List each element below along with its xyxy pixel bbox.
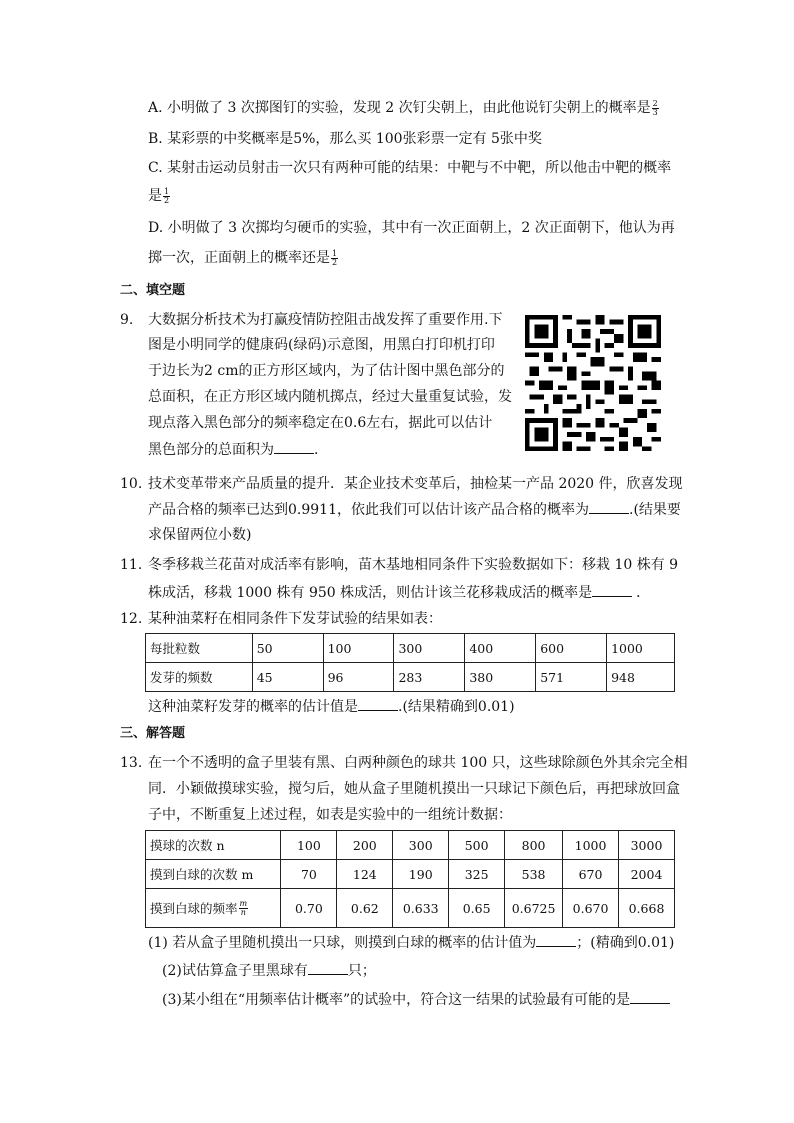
table-cell: 300 (394, 634, 465, 663)
q11-line: 冬季移栽兰花苗对成活率有影响，苗木基地相同条件下实验数据如下：移栽 10 株有 9 (148, 557, 679, 573)
q9-line: 于边长为2 cm的正方形区域内，为了估计图中黑色部分的 (148, 363, 505, 379)
question-number: 12. (120, 611, 143, 627)
q13-sub2: (2)试估算盒子里黑球有 只； (162, 963, 376, 979)
q9-line: 图是小明同学的健康码(绿码)示意图，用黑白打印机打印 (148, 337, 495, 353)
q13-line: 在一个不透明的盒子里装有黑、白两种颜色的球共 100 只，这些球除颜色外其余完全相 (148, 755, 688, 771)
question-number: 11. (120, 557, 143, 573)
answer-blank (630, 990, 670, 1004)
q12-intro: 某种油菜籽在相同条件下发芽试验的结果如表： (148, 611, 442, 627)
section-heading-solutions: 三、解答题 (120, 726, 186, 741)
q11-line: 株成活，移栽 1000 株有 950 株成活，则估计该兰花移栽成活的概率是 ． (148, 585, 651, 601)
table-cell: 400 (465, 634, 536, 663)
table-cell: 948 (607, 663, 675, 692)
table-row-header: 摸球的次数 n (146, 831, 281, 860)
table-cell: 200 (337, 831, 393, 860)
q10-line: 技术变革带来产品质量的提升．某企业技术变革后，抽检某一产品 2020 件，欣喜发现 (148, 476, 683, 492)
table-cell: 500 (449, 831, 505, 860)
table-cell: 100 (281, 831, 337, 860)
table-cell: 190 (393, 860, 449, 889)
q13-sub3: (3)某小组在“用频率估计概率”的试验中，符合这一结果的试验最有可能的是 (162, 990, 670, 1009)
answer-blank (536, 933, 576, 947)
table-cell: 0.6725 (505, 889, 563, 928)
table-cell: 50 (252, 634, 323, 663)
q10-line: 求保留两位小数) (148, 527, 252, 543)
germination-table (145, 633, 675, 692)
table-cell: 0.70 (281, 889, 337, 928)
choice-a: A. 小明做了 3 次掷图钉的实验，发现 2 次钉尖朝上，由此他说钉尖朝上的概率是 $\frac{2}{3}$ (148, 98, 658, 117)
table-cell: 0.670 (563, 889, 619, 928)
table-cell: 发芽的频数 (146, 663, 253, 692)
table-cell: 45 (252, 663, 323, 692)
table-cell: 283 (394, 663, 465, 692)
table-cell: 70 (281, 860, 337, 889)
table-cell: 571 (536, 663, 607, 692)
table-cell: 2004 (619, 860, 675, 889)
q9-line: 现点落入黑色部分的频率稳定在0.6左右，据此可以估计 (148, 415, 493, 431)
q9-line-last: 黑色部分的总面积为 . (148, 442, 319, 458)
choice-c-line1: C. 某射击运动员射击一次只有两种可能的结果：中靶与不中靶，所以他击中靶的概率 (148, 160, 672, 176)
table-cell: 1000 (563, 831, 619, 860)
table-row (146, 634, 675, 663)
table-row-header: 摸到白球的次数 m (146, 860, 281, 889)
table-cell: 124 (337, 860, 393, 889)
answer-blank (308, 961, 348, 975)
table-cell: 0.633 (393, 889, 449, 928)
fraction: $\frac{1}{2}$ (164, 186, 170, 205)
table-cell: 800 (505, 831, 563, 860)
q10-line: 产品合格的频率已达到0.9911，依此我们可以估计该产品合格的概率为 .(结果要 (148, 502, 681, 518)
question-number: 10. (120, 476, 143, 492)
table-cell: 每批粒数 (146, 634, 253, 663)
answer-blank (358, 697, 398, 711)
table-cell: 1000 (607, 634, 675, 663)
fraction: $\frac{m}{n}$ (239, 899, 248, 918)
section-heading-fill-in: 二、填空题 (120, 283, 186, 298)
fraction: $\frac{2}{3}$ (652, 98, 658, 117)
table-cell: 0.62 (337, 889, 393, 928)
q13-sub1: (1) 若从盒子里随机摸出一只球，则摸到白球的概率的估计值为 ；(精确到0.01) (148, 935, 675, 951)
answer-blank (592, 583, 632, 597)
table-cell: 380 (465, 663, 536, 692)
table-cell: 100 (323, 634, 394, 663)
q13-line: 子中，不断重复上述过程，如表是实验中的一组统计数据： (148, 807, 512, 823)
choice-c-line2: 是 $\frac{1}{2}$ (148, 186, 170, 205)
table-row (146, 860, 675, 889)
question-number: 13. (120, 755, 143, 771)
question-number: 9. (120, 312, 134, 328)
table-row-header: 摸到白球的频率 $\frac{m}{n}$ (146, 889, 281, 928)
q9-line: 总面积，在正方形区域内随机掷点，经过大量重复试验，发 (148, 389, 512, 405)
table-cell: 670 (563, 860, 619, 889)
table-cell: 600 (536, 634, 607, 663)
table-cell: 3000 (619, 831, 675, 860)
q13-line: 同．小颖做摸球实验，搅匀后，她从盒子里随机摸出一只球记下颜色后，再把球放回盒 (148, 781, 680, 797)
q9-line: 大数据分析技术为打赢疫情防控阻击战发挥了重要作用.下 (148, 312, 503, 328)
answer-blank (274, 440, 314, 454)
table-cell: 300 (393, 831, 449, 860)
health-qr-code-image (525, 315, 661, 451)
table-cell: 325 (449, 860, 505, 889)
choice-d-line1: D. 小明做了 3 次掷均匀硬币的实验，其中有一次正面朝上，2 次正面朝下，他认为再 (148, 220, 675, 236)
table-cell: 96 (323, 663, 394, 692)
table-cell: 0.65 (449, 889, 505, 928)
table-cell: 538 (505, 860, 563, 889)
answer-blank (589, 500, 629, 514)
choice-d-line2: 掷一次，正面朝上的概率还是 $\frac{1}{2}$ (148, 248, 338, 267)
fraction: $\frac{1}{2}$ (332, 248, 338, 267)
table-cell: 0.668 (619, 889, 675, 928)
table-row (146, 889, 675, 928)
ball-draw-table (145, 830, 675, 928)
table-row (146, 831, 675, 860)
table-row (146, 663, 675, 692)
choice-b: B. 某彩票的中奖概率是5%，那么买 100张彩票一定有 5张中奖 (148, 131, 542, 147)
q12-after: 这种油菜籽发芽的概率的估计值是 .(结果精确到0.01) (148, 699, 515, 715)
